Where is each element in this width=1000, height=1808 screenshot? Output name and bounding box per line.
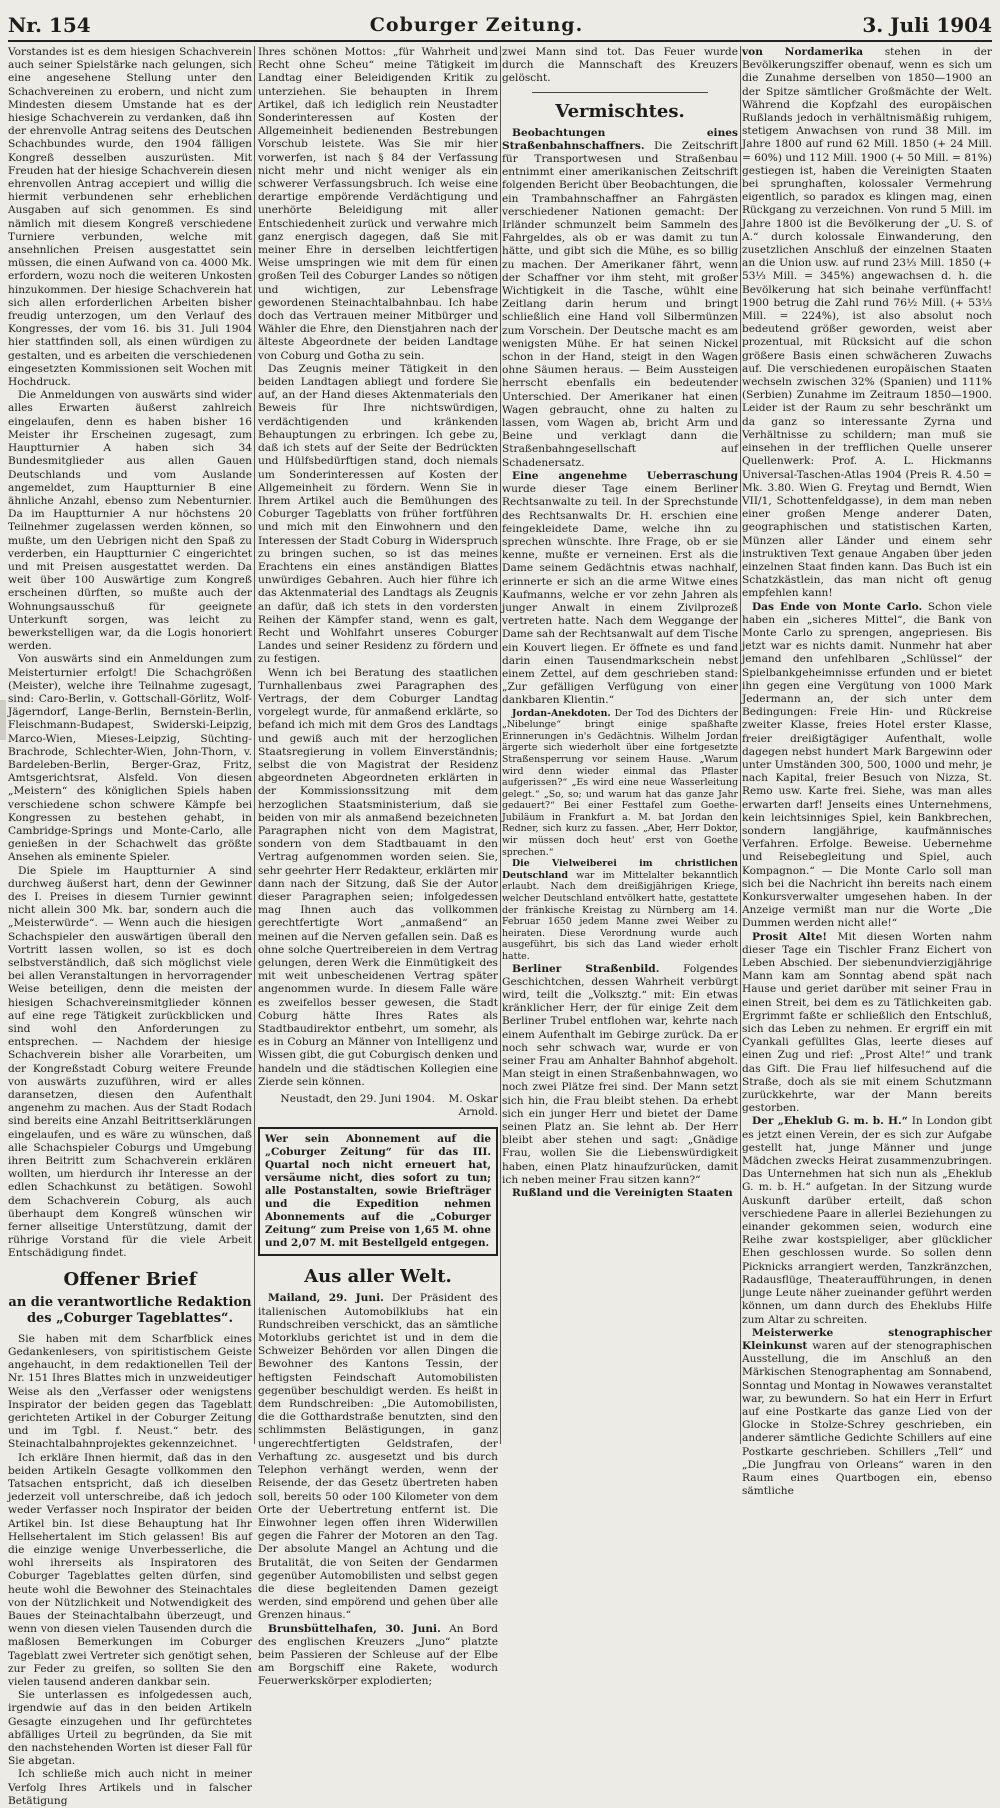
article: [742, 931, 992, 1116]
paragraph: Vorstandes ist es dem hiesigen Schachverein auch seiner Spielstärke nach gelungen, sich eine angesehene Stellung unter den Schachvereinen zu erobern, und nicht zum Mindesten diesem Umstande hat es der hiesige Schachverein zu verdanken, daß ihn der ehrenvolle Antrag seitens des Deutschen Schachbundes wurde, den 1904 fälligen Kongreß desselben auszurüsten. Mit Freuden hat der hiesige Schachverein diesen ehrenvollen Antrag accepiert und willig die hiermit verbundenen sehr erheblichen Ausgaben auf sich genommen. Es sind nämlich mit diesem Kongreß verschiedene Turniere verbunden, welche mit ansehnlichen Preisen ausgestattet sein müssen, die einen Aufwand von ca. 4000 Mk. erfordern, wozu noch die weiteren Unkosten hinzukommen. Der hiesige Schachverein hat sich allen erforderlichen Arbeiten bisher freudig unterzogen, um den Verlauf des Kongresses, der vom 16. bis 31. Juli 1904 hier stattfinden soll, als einen würdigen zu gestalten, und es arbeiten die verschiedenen eingesetzten Kommissionen seit Wochen mit Hochdruck.: [8, 46, 252, 389]
letter-date: Neustadt, den 29. Juni 1904.: [280, 1093, 435, 1106]
column-3: [502, 46, 738, 1444]
article: [742, 601, 992, 931]
column-4: [742, 46, 993, 1498]
masthead: [8, 0, 992, 42]
section-heading: Aus aller Welt.: [304, 1266, 452, 1288]
article-title: Eine angenehme Ueberraschung: [512, 469, 738, 482]
paragraph: Wenn ich bei Beratung des staatlichen Turnhallenbaus zwei Paragraphen des Vertrags, der dem Coburger Landtag vorgelegt wurde, für anmaßend erklärte, so befand ich mich mit dem Gros des Landtags und gewiß auch mit der herzoglichen Staatsregierung in vollem Einverständnis; selbst die von Magistrat der Residenz abgeordneten Abgeordneten erklärten in der Kommissionssitzung mit dem herzoglichen Staatsministerium, daß sie beiden von mir als anmaßend bezeichneten Paragraphen nicht von dem Magistrat, sondern von dem Stadtbauamt in den Vertrag aufgenommen worden seien. Sie, sehr geehrter Herr Redakteur, erklärten mir dann nach der Sitzung, daß Sie der Autor dieser Paragraphen seien; infolgedessen mag Ihnen auch das vollkommen gerechtfertigte Wort „anmaßend“ an meinen auf die Nerven gefallen sein. Daß es ohne solche Quertreibereien in dem Vertrag gelungen, deren Werk die Einmütigkeit des mit weit unbescheidenen Vertrag später angenommen wurde. In diesem Falle wäre es zweifellos besser gewesen, die Stadt Coburg hätte Ihres Rates als Stadtbaudirektor entbehrt, um somehr, als es in Coburg an Männer von Intelligenz und Wissen gibt, die gut Coburgisch denken und handeln und die städtischen Kollegien eine Zierde sein können.: [258, 666, 498, 1088]
paragraph: Von auswärts sind ein Anmeldungen zum Meisterturnier erfolgt! Die Schachgrößen (Meister), welche ihre Teilnahme zugesagt, sind: Caro-Berlin, v. Gottschall-Görlitz, Wolf-Jägerndorf, Lange-Berlin, Bernstein-Berlin, Fleischmann-Budapest, Swiderski-Leipzig, Marco-Wien, Mieses-Leipzig, Süchting-Brachrode, Schlechter-Wien, John-Thorn, v. Bardeleben-Berlin, Berger-Graz, Fritz, Amtsgerichtsrat, Alsfeld. Von diesen „Meistern“ des königlichen Spiels haben verschiedene schon schwere Kämpfe bei Kongressen zu bestehen gehabt, in Cambridge-Springs und Monte-Carlo, alle genießen in der Schachwelt das größte Ansehen als eminente Spieler.: [8, 653, 252, 864]
column-rule: [254, 46, 255, 1444]
article: [502, 963, 738, 1187]
article-text: In London gibt es jetzt einen Verein, der es sich zur Aufgabe gestellt hat, junge Männer und junge Mädchen zwecks Heirat zusammenzubringen. Das Unternehmen hat sich nun als „Eheklub G. m. b. H.“ aufgetan. In der Sitzung wurde Auskunft darüber erteilt, daß schon verschiedene Paare in allerlei Beziehungen zu einander gekommen seien, wodurch eine Reihe zwar kostspieliger, aber glücklicher Ehen geschlossen wurde. So sollen denn Picknicks arrangiert werden, Tanzkränzchen, Radausflüge, Theateraufführungen, in denen junge Leute näher zueinander geführt werden können, um dann durch des Eheklubs Hilfe zum Altar zu schreiten.: [742, 1115, 992, 1326]
paragraph: Ich erkläre Ihnen hiermit, daß das in den beiden Artikeln Gesagte vollkommen den Tatsachen entspricht, daß ich dieselben jederzeit voll unterschreibe, daß ich jedoch weder Verfasser noch Inspirator der beiden Artikel bin. Ist diese Behauptung hat Ihr Hellsehertalent im Stich gelassen! Bis auf die einzige wenige Unverbesserliche, die wohl ihrerseits als Inspiratoren des Coburger Tageblattes gelten dürfen, sind heute wohl die Bewohner des Steinachtales von der Nützlichkeit und Notwendigkeit des Baues der Steinachtalbahn überzeugt, und wenn von diesen vielen Tausenden durch die maßlosen Bemerkungen im Coburger Tageblatt zwei Vertreter sich genötigt sehen, zur Feder zu greifen, so sollten Sie den vielen tausend anderen dankbar sein.: [8, 1451, 252, 1688]
dateline: Brunsbüttelhafen, 30. Juni.: [268, 1622, 441, 1635]
issue-number: Nr. 154: [8, 13, 91, 37]
article-title: Jordan-Anekdoten.: [512, 707, 611, 719]
column-rule: [500, 46, 501, 1444]
letter-subheading: an die verantwortliche Redaktion des „Coburger Tageblattes“.: [8, 1294, 252, 1326]
article-title: Berliner Straßenbild.: [512, 962, 660, 975]
article-text: Der Tod des Dichters der „Nibelunge“ bringt einige spaßhafte Erinnerungen in's Gedächtnis. Wilhelm Jordan ärgerte sich wiederholt über eine fortgesetzte Straßensperrung vor seinem Hause. „Warum wird denn wieder einmal das Pflaster aufgerissen?“ „Es wird eine neue Wasserleitung gelegt.“ „So, so; und warum hat das ganze Jahr gedauert?“ Bei einer Festtafel zum Goethe-Jubiläum in Frankfurt a. M. bat Jordan den Redner, sich kurz zu fassen. „Aber, Herr Doktor, wir müssen doch heut' erst von Goethe sprechen.“: [502, 707, 738, 858]
column-rule: [740, 46, 741, 1444]
scan-edge-mark: [0, 700, 6, 740]
article-text: Mit diesen Worten nahm dieser Tage ein Tischler Franz Eichert von Leben Abschied. Der siebenundvierzigjährige Mann kam am Sonntag abend spät nach Hause und geriet darüber mit seiner Frau in einen Streit, bei dem es zu Tätlichkeiten gab. Ergrimmt faßte er schließlich den Entschluß, sich das Leben zu nehmen. Er ergriff ein mit Cyankali gefülltes Glas, leerte dieses auf einen Zug und rief: „Prost Alte!“ und trank das Gift. Die Frau lief hilfesuchend auf die Straße, doch als sie mit einem Schutzmann zurückkehrte, war der Mann bereits gestorben.: [742, 930, 993, 1115]
issue-date: 3. Juli 1904: [862, 13, 992, 37]
article-title: Prosit Alte!: [752, 930, 827, 943]
paragraph: Ich schließe mich auch nicht in meiner Verfolg Ihres Artikels und in falscher Betätigung: [8, 1768, 252, 1807]
news-text: An Bord des englischen Kreuzers „Juno“ platzte beim Passieren der Schleuse auf der Elbe am Borgschiff eine Rakete, wodurch Feuerwerkskörper explodierten;: [258, 1622, 498, 1688]
subscription-notice: Wer sein Abonnement auf die „Coburger Zeitung“ für das III. Quartal noch nicht erneuert hat, versäume nicht, dies sofort zu tun; alle Postanstalten, sowie Briefträger und die Expedition nehmen Abonnements auf die „Coburger Zeitung“ zum Preise von 1,65 M. ohne und 2,07 M. mit Bestellgeld entgegen.: [258, 1127, 498, 1256]
article-title: Beobachtungen eines Straßenbahnschaffners.: [502, 126, 738, 152]
article-title: Der „Eheklub G. m. b. H.“: [752, 1115, 908, 1128]
article-text: waren auf der stenographischen Ausstellung, die im Anschluß an den Märkischen Stenographentag am Sonnabend, Sonntag und Montag in Nowawes veranstaltet war, zu bewundern. So hat ein Herr in Erfurt auf eine Postkarte das ganze Lied von der Glocke in Stolze-Schrey geschrieben, ein anderer sämtliche Gedichte Schillers auf eine Postkarte geschrieben. Schillers „Tell“ und „Die Jungfrau von Orleans“ waren in den Raum eines Quartbogen ein, ebenso sämtliche: [742, 1339, 992, 1498]
news-item: [258, 1623, 498, 1689]
paragraph: Ihres schönen Mottos: „für Wahrheit und Recht ohne Scheu“ meine Tätigkeit im Landtag einer Beleidigenden Kritik zu unterziehen. Sie behaupten in Ihrem Artikel, daß ich lediglich rein Neustadter Sonderinteressen auf Kosten der Allgemeinheit bedienenden Bestrebungen Vorschub leistete. Was Sie mir hier vorwerfen, ist nach § 84 der Verfassung nicht mehr und nicht weniger als ein schwerer Verfassungsbruch. Ich weise eine derartige empörende Verdächtigung und unerhörte Beleidigung mit aller Entschiedenheit zurück und verwahre mich ganz energisch dagegen, daß Sie mit meiner Ehre in derselben leichtfertigen Weise umspringen wie mit dem für einen großen Teil des Coburger Landes so nötigen und wichtigen, zur Lebensfrage gewordenen Steinachtalbahnbau. Ich habe doch das Vertrauen meiner Mitbürger und Wähler die Ehre, den Dienstjahren nach der älteste Abgeordnete der beiden Landtage von Coburg und Gotha zu sein.: [258, 46, 498, 362]
letter-author: M. Oskar Arnold.: [448, 1093, 498, 1119]
article-title: Die Vielweiberei im christlichen Deutschland: [502, 858, 738, 881]
article: [742, 1327, 992, 1499]
article-title: Rußland und die Vereinigten Staaten: [512, 1187, 733, 1200]
paragraph: Die Anmeldungen von auswärts sind wider alles Erwarten äußerst zahlreich eingelaufen, denn es haben bisher 16 Meister ihr Erscheinen zugesagt, zum Hauptturnier A haben sich 34 Bundesmitglieder aus allen Gauen Deutschlands und vom Auslande angemeldet, zum Hauptturnier B eine ähnliche Anzahl, ebenso zum Nebenturnier. Da im Hauptturnier A nur höchstens 20 Teilnehmer zugelassen werden können, so mußte, um den Uebrigen nicht den Spaß zu verderben, ein Hauptturnier C eingerichtet und mit Preisen ausgestattet werden. Da weit über 100 Auswärtige zum Kongreß erscheinen dürften, so mußte auch der Wohnungsausschuß für geeignete Unterkunft sorgen, was leicht zu bewerkstelligen war, da die Logis honoriert werden.: [8, 389, 252, 653]
article-text: Die Zeitschrift für Transportwesen und Straßenbau entnimmt einer amerikanischen Zeitschrift folgenden Bericht über Beobachtungen, die ein Trambahnschaffner an Fahrgästen verschiedener Nationen gemacht: Der Irländer schmunzelt beim Sammeln des Fahrgeldes, als ob er was damit zu tun hätte, und gibt sich die Mühe, es so billig zu machen. Der Amerikaner fährt, wenn der Schaffner vor ihm steht, mit großer Wichtigkeit in die Tasche, wühlt eine Zeitlang darin herum und bringt schließlich eine Hand voll Silbermünzen zum Vorschein. Der Deutsche macht es am wenigsten Mühe. Er hat seinen Nickel schon in der Hand, steigt in den Wagen ohne Säumen heraus. — Beim Aussteigen herrscht ebenfalls ein bedeutender Unterschied. Der Amerikaner hat einen Wagen gebraucht, ohne zu halten zu lassen, vom Wagen ab, bricht Arm und Beine und verklagt dann die Straßenbahngesellschaft auf Schadenersatz.: [502, 139, 738, 469]
divider: [532, 92, 708, 93]
news-item: [258, 1292, 498, 1622]
paragraph: Sie unterlassen es infolgedessen auch, irgendwie auf das in den beiden Artikeln Gesagte einzugehen und Ihr gefürchtetes abfälliges Urteil zu begründen, da Sie mit den nachstehenden Worten ist dieser Fall für Sie abgetan.: [8, 1689, 252, 1768]
newspaper-title: Coburger Zeitung.: [369, 14, 584, 36]
article-text: wurde dieser Tage einem Berliner Rechtsanwalte zu teil. In der Sprechstunde des Rechtsanwalts Dr. H. erschien eine feingekleidete Dame, welche ihn zu sprechen wünschte. Ihre Frage, ob er sie kenne, mußte er verneinen. Erst als die Dame seinem Gedächtnis etwas nachhalf, erinnerte er sich an die arme Witwe eines Kaufmanns, welche er vor zehn Jahren als junger Anwalt in einem Zivilprozeß vertreten hatte. Nach dem Weggange der Dame sah der Rechtsanwalt auf dem Tische ein Kouvert liegen. Er öffnete es und fand darin einen Tausendmarkschein nebst einem Zettel, auf dem geschrieben stand: „Zur gefälligen Verfügung von einer dankbaren Klientin.“: [502, 483, 738, 707]
article-text: Schon viele haben ein „sicheres Mittel“, die Bank von Monte Carlo zu sprengen, angepriesen. Bis jetzt war es nichts damit. Nunmehr hat aber jemand den unfehlbaren „Schlüssel“ der Spielbankgeheimnisse erfunden und er bietet ihn gegen eine Vergütung von 1000 Mark Jedermann an, der sich unter dem Bedingungen: Freie Hin- und Rückreise zweiter Klasse, freies Hotel erster Klasse, freier dreißigtägiger Aufenthalt, wolle dagegen nebst hundert Mark Bargewinn oder unter Umständen 300, 500, 1000 und mehr, je nach Kapital, freier Besuch von Nizza, St. Remo usw. Karte frei. Siehe, was man alles erwarten darf! Jenseits eines Unternehmens, kein leichtsinniges Spiel, kein Bankbrechen, sondern langjährige, kaufmännisches Verfahren. Erfolge. Beweise. Uebernehme und Reisebegleitung und Spiel, auch Kompagnon.“ — Die Monte Carlo soll man sich bei die Nachricht ihn bereits nach einem Konkursverwalter umgesehen haben. In der Anzeige vermißt man nur die Worte „Die Dummen werden nicht alle!“: [742, 600, 992, 930]
article-text: war im Mittelalter bekanntlich erlaubt. Nach dem dreißigjährigen Kriege, welcher Deutschland entvölkert hatte, gestattete der fränkische Kreistag zu Nürnberg am 14. Februar 1650 jedem Manne zwei Weiber zu heiraten. Diese Verordnung wurde auch ausgeführt, bis sich das Land wieder erholt hatte.: [502, 869, 738, 963]
article: [502, 1187, 738, 1200]
article: [742, 46, 992, 601]
news-text: Der Präsident des italienischen Automobilklubs hat ein Rundschreiben verschickt, das an sämtliche Motorklubs gerichtet ist und in dem die Schweizer Behörden vor allen Dingen die Bewohner des Kantons Tessin, der heftigsten Feindschaft Automobilisten gegenüber beschuldigt werden. Es heißt in dem Rundschreiben: „Die Automobilisten, die die Gotthardstraße benutzten, sind den schlimmsten Belästigungen, in ganz ungerechtfertigten Geldstrafen, der Verhaftung zc. ausgesetzt und bis durch Telephon verhängt werden, wenn der Reisende, der das Gesetz übertreten haben soll, bereits 50 oder 100 Kilometer von dem Orte der Uebertretung entfernt ist. Die Einwohner legen offen ihren Widerwillen gegen die Fahrer der Motoren an den Tag. Der absolute Mangel an Achtung und die Brutalität, die von Seiten der Gendarmen gegenüber Automobilisten und selbst gegen die diese begleitenden Damen gezeigt werden, sind empörend und gehen über alle Grenzen hinaus.“: [258, 1292, 498, 1622]
article: [502, 858, 738, 962]
dateline: Mailand, 29. Juni.: [268, 1292, 384, 1305]
paragraph: Die Spiele im Hauptturnier A sind durchweg äußerst hart, denn der Gewinner des I. Preises in diesem Turnier gewinnt nicht allein 300 Mk. bar, sondern auch die „Meisterwürde“. — Wenn auch die hiesigen Schachspieler den auswärtigen überall den Vortritt lassen wollen, so ist es doch selbstverständlich, daß sich möglichst viele bei allen Veranstaltungen in hervorragender Weise beteiligen, denn die meisten der hiesigen Schachvereinsmitglieder können auf eine rege Tätigkeit zurückblicken und sind wohl den Anforderungen zu entsprechen. — Nachdem der hiesige Schachverein bisher alle Vorarbeiten, um der Kongreßstadt Coburg weitere Freunde von auswärts zuzuführen, wird er alles daransetzen, diesen den Aufenthalt angenehm zu machen. Aus der Stadt Rodach sind bereits eine Anzahl Beitrittserklärungen eingelaufen, und es wäre zu wünschen, daß alle Schachspieler Coburgs und Umgebung ihren Beitritt zum Schachverein erklären wollten, um hierdurch ihr Interesse an der edlen Schachkunst zu betätigen. Sowohl dem Schachverein Coburg, als auch überhaupt dem Kongreß wünschen wir ferner allseitige Unterstützung, damit der rührige Vorstand für die viele Arbeit Entschädigung findet.: [8, 864, 252, 1260]
column-1: [8, 46, 252, 1807]
section-heading: Vermischtes.: [555, 100, 685, 122]
article-text: stehen in der Bevölkerungsziffer obenauf, wenn es sich um die Zunahme derselben von 1850—1900 an der Spitze sämtlicher Großmächte der Welt. Während die Kopfzahl des europäischen Rußlands jedoch in verhältnismäßig ruhigem, stetigem Anwachsen von rund 38 Mill. im Jahre 1800 auf rund 62 Mill. 1850 (+ 24 Mill. = 60%) und 112 Mill. 1900 (+ 50 Mill. = 81%) gestiegen ist, haben die Vereinigten Staaten bei sprunghaften, kolossaler Vermehrung eigentlich, so paradox es klingen mag, einen Rückgang zu verzeichnen. Von rund 5 Mill. im Jahre 1800 ist die Bevölkerung der „U. S. of A.“ durch kolossale Einwanderung, den zusetzlichen Anschluß der einzelnen Staaten an die Union usw. auf rund 23⅓ Mill. 1850 (+ 53⅓ Mill. = 345%) angewachsen d. h. die Bevölkerung hat sich beinahe verfünffacht! 1900 betrug die Zahl rund 76½ Mill. (+ 53⅓ Mill. = 224%), ist also absolut noch bedeutend größer geworden, weist aber prozentual, mit Rücksicht auf die schon größere Basis einen schwächeren Zuwachs auf. Die verschiedenen europäischen Staaten wechseln zwischen 32% (Spanien) und 111% (Serbien) Zunahme im Zeitraum 1850—1900. Leider ist der Raum zu sehr beschränkt um da ganz so interessante Zyrna und Verhältnisse zu schildern; man muß sie einsehen in der trefflichen Quelle unserer Quellenwerk: Prof. A. L. Hickmanns Universal-Taschen-Atlas 1904 (Preis R. 4.50 = Mk. 3.80. Wien G. Freytag und Berndt, Wien VII/1, Schottenfeldgasse), in dem man neben einer großen Menge anderer Daten, geographischen und statistischen Karten, Münzen aller Länder und einem sehr instruktiven Text genaue Angaben über jeden einzelnen Staat finden kann. Das Buch ist ein Schatzkästlein, das man nicht oft genug empfehlen kann!: [742, 46, 992, 600]
article-title: von Nordamerika: [742, 46, 864, 58]
article-text: Folgendes Geschichtchen, dessen Wahrheit verbürgt wird, teilt die „Volksztg.“ mit: Ein etwas kränklicher Herr, der für einige Zeit dem Berliner Trubel entflohen war, kehrte nach einem Aufenthalt im Gebirge zurück. Da er noch sehr schwach war, wurde er von seiner Frau am Anhalter Bahnhof abgeholt. Man steigt in einen Straßenbahnwagen, wo noch zwei Plätze frei sind. Der Mann setzt sich hin, die Frau bleibt stehen. Da erhebt sich ein junger Herr und bietet der Dame seinen Platz an. Sie lehnt ab. Der Herr bleibt aber stehen und sagt: „Gnädige Frau, wollen Sie die Liebenswürdigkeit haben, einen Platz hinaufzurücken, damit ich neben meiner Frau sitzen kann?“: [502, 962, 738, 1186]
letter-heading: Offener Brief: [63, 1268, 197, 1290]
paragraph: Sie haben mit dem Scharfblick eines Gedankenlesers, von spiritistischem Geiste angehaucht, in dem redaktionellen Teil der Nr. 151 Ihres Blattes mich in unzweideutiger Weise als den „Verfasser oder wenigstens Inspirator der beiden gegen das Tageblatt gerichteten Artikel in der Coburger Zeitung und im Tgbl. f. Neust.“ betr. des Steinachtalbahnprojektes gekennzeichnet.: [8, 1332, 252, 1451]
article: [502, 470, 738, 708]
article-title: Das Ende von Monte Carlo.: [752, 600, 923, 613]
article: [502, 708, 738, 859]
article-title: Meisterwerke stenographischer Kleinkunst: [742, 1326, 992, 1352]
column-2: [258, 46, 498, 1688]
paragraph: zwei Mann sind tot. Das Feuer wurde durch die Mannschaft des Kreuzers gelöscht.: [502, 46, 738, 85]
article: [502, 127, 738, 470]
paragraph: Das Zeugnis meiner Tätigkeit in den beiden Landtagen abliegt und fordere Sie auf, an der Hand dieses Aktenmaterials den Beweis für Ihre nichtswürdigen, verdächtigenden und kränkenden Behauptungen zu erbringen. Ich gebe zu, daß ich stets auf der Seite der Bedrückten und Hülfsbedürftigen stand, doch niemals um Sonderinteressen auf Kosten der Allgemeinheit zu fördern. Wenn Sie in Ihrem Artikel auch die Bemühungen des Coburger Tageblatts von früher fortführen und mich mit den Einwohnern und den Interessen der Stadt Coburg in Widerspruch zu bringen suchen, so ist das meines Erachtens ein eines anständigen Blattes unwürdiges Gebahren. Auch hier führe ich das Aktenmaterial des Landtags als Zeugnis an dafür, daß ich stets in den vordersten Reihen der Kämpfer stand, wenn es galt, Recht und Wohlfahrt unseres Coburger Landes und seiner Residenz zu fördern und zu festigen.: [258, 362, 498, 666]
letter-signature: [258, 1093, 498, 1119]
article: [742, 1115, 992, 1326]
